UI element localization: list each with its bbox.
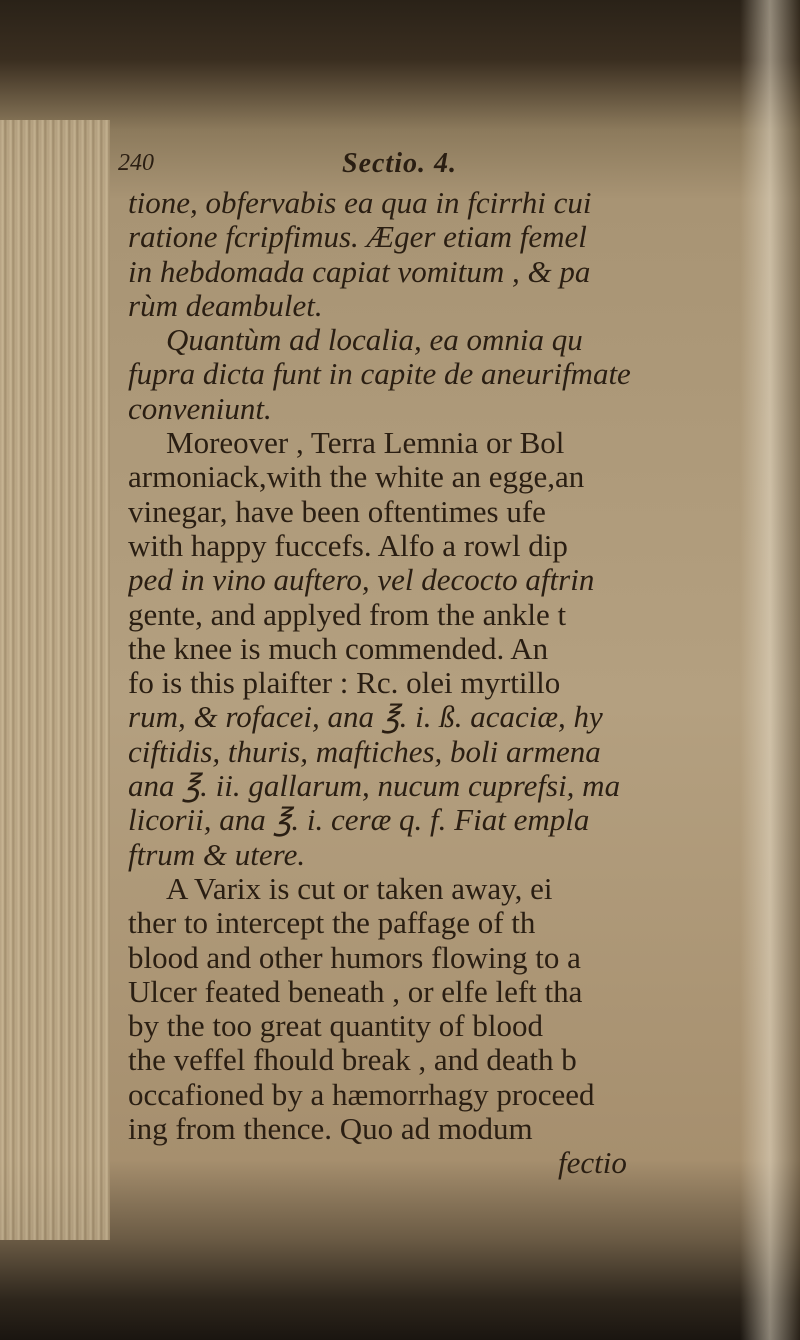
- text-line: gente, and applyed from the ankle t: [128, 597, 567, 632]
- running-head: Sectio. 4.: [342, 148, 457, 179]
- text-line: the knee is much commended. An: [128, 631, 549, 666]
- text-line: by the too great quantity of blood: [128, 1009, 543, 1044]
- text-line: rum, & rofacei, ana ℥. i. ß. acaciæ, hy: [128, 700, 603, 735]
- text-block: [128, 186, 778, 1181]
- text-line: ing from thence. Quo ad modum: [128, 1112, 533, 1147]
- text-line: in hebdomada capiat vomitum , & pa: [128, 254, 591, 289]
- text-line: ratione fcripfimus. Æger etiam femel: [128, 220, 587, 255]
- text-line: armoniack,with the white an egge,an: [128, 460, 585, 495]
- text-line: ana ℥. ii. gallarum, nucum cuprefsi, ma: [128, 769, 621, 804]
- text-line: the veffel fhould break , and death b: [128, 1043, 577, 1078]
- text-line: ftrum & utere.: [128, 837, 306, 872]
- text-line: conveniunt.: [128, 391, 272, 426]
- page-edges: [0, 120, 110, 1240]
- text-line: blood and other humors flowing to a: [128, 940, 581, 975]
- text-line: rùm deambulet.: [128, 288, 323, 323]
- text-line: with happy fuccefs. Alfo a rowl dip: [128, 528, 568, 563]
- text-line: ther to intercept the paffage of th: [128, 906, 536, 941]
- text-line: fupra dicta funt in capite de aneurifmate: [128, 357, 631, 392]
- text-line: A Varix is cut or taken away, ei: [166, 871, 553, 906]
- page-number: 240: [118, 150, 154, 176]
- text-line: fo is this plaifter : Rc. olei myrtillo: [128, 666, 561, 701]
- text-line: ciftidis, thuris, maftiches, boli armena: [128, 734, 601, 769]
- text-line: ped in vino auftero, vel decocto aftrin: [128, 563, 595, 598]
- text-line: Moreover , Terra Lemnia or Bol: [166, 426, 565, 461]
- page-body: [118, 150, 778, 1200]
- text-line: Quantùm ad localia, ea omnia qu: [166, 323, 583, 358]
- text-line: licorii, ana ℥. i. ceræ q. f. Fiat empla: [128, 803, 590, 838]
- text-line: Ulcer feated beneath , or elfe left tha: [128, 974, 583, 1009]
- text-line: fectio: [558, 1146, 627, 1181]
- text-line: vinegar, have been oftentimes ufe: [128, 494, 546, 529]
- text-line: occafioned by a hæmorrhagy proceed: [128, 1077, 595, 1112]
- text-line: tione, obfervabis ea qua in fcirrhi cui: [128, 186, 592, 220]
